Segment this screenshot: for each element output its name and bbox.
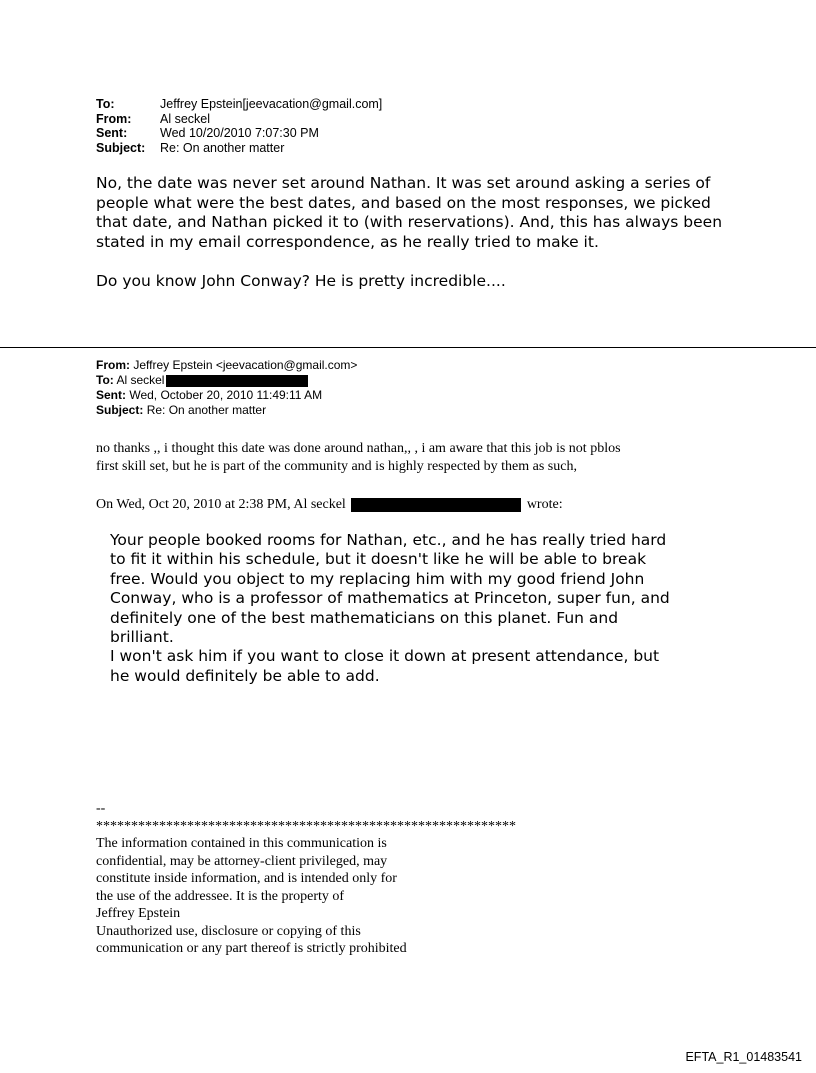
footer-line: the use of the addressee. It is the property of	[96, 888, 345, 904]
from-label: From:	[96, 111, 132, 126]
confidentiality-footer	[96, 800, 656, 958]
email1-paragraph: Do you know John Conway? He is pretty incredible....	[96, 271, 506, 290]
to-value: Jeffrey Epstein[jeevacation@gmail.com]	[160, 97, 383, 111]
sent-value: Wed 10/20/2010 7:07:30 PM	[160, 126, 319, 140]
footer-line: confidential, may be attorney-client privileged, may	[96, 853, 388, 869]
redaction-bar	[166, 375, 308, 387]
footer-dashes: --	[96, 801, 106, 816]
from-value: Al seckel	[160, 111, 211, 126]
email-divider	[0, 347, 816, 348]
redaction-bar	[351, 498, 521, 512]
footer-stars: ************************************************************	[96, 818, 516, 834]
to-label: To:	[96, 97, 115, 111]
body-line: no thanks ,, i thought this date was done around nathan,, , i am aware that this job is not pblos	[96, 441, 621, 456]
quoted-line: he would definitely be able to add.	[110, 666, 380, 685]
quoted-line: to fit it within his schedule, but it doesn't like he will be able to break	[110, 550, 647, 569]
quote-intro-text: On Wed, Oct 20, 2010 at 2:38 PM, Al seckel	[96, 497, 346, 512]
footer-line: constitute inside information, and is intended only for	[96, 871, 397, 886]
subject-label: Subject:	[96, 403, 144, 417]
quoted-line: Conway, who is a professor of mathematics at Princeton, super fun, and	[110, 589, 670, 608]
subject-label: Subject:	[96, 140, 146, 155]
quote-intro	[96, 496, 756, 514]
to-label: To:	[96, 373, 114, 387]
quoted-line: free. Would you object to my replacing him with my good friend John	[110, 569, 645, 588]
quoted-line: brilliant.	[110, 628, 174, 647]
email1-body	[96, 174, 736, 292]
email1-header	[96, 97, 382, 155]
footer-line: Unauthorized use, disclosure or copying of this	[96, 923, 361, 939]
quoted-message	[110, 531, 750, 686]
subject-value: Re: On another matter	[146, 403, 267, 417]
quoted-line: Your people booked rooms for Nathan, etc., and he has really tried hard	[110, 531, 667, 549]
sent-value: Wed, October 20, 2010 11:49:11 AM	[129, 388, 323, 402]
document-id: EFTA_R1_01483541	[685, 1050, 802, 1064]
from-value: Jeffrey Epstein <jeevacation@gmail.com>	[133, 358, 358, 372]
email2-header	[96, 358, 357, 418]
quoted-line: I won't ask him if you want to close it down at present attendance, but	[110, 647, 660, 666]
subject-value: Re: On another matter	[160, 140, 285, 155]
footer-line: Jeffrey Epstein	[96, 906, 181, 921]
sent-label: Sent:	[96, 126, 128, 140]
quoted-line: definitely one of the best mathematicians on this planet. Fun and	[110, 608, 619, 627]
footer-line: The information contained in this communication is	[96, 836, 387, 851]
body-line: first skill set, but he is part of the community and is highly respected by them as such,	[96, 459, 577, 474]
footer-line: communication or any part thereof is strictly prohibited	[96, 941, 407, 956]
quote-intro-end: wrote:	[526, 497, 563, 512]
to-value: Al seckel	[116, 373, 165, 387]
email1-paragraph: No, the date was never set around Nathan. It was set around asking a series of people what were the best dates, and based on the most responses, we picked that date, and Nathan picked it to (with reservations). And, this has always been stated in my email correspondence, as he really tried to make it.	[96, 174, 723, 251]
from-label: From:	[96, 358, 130, 372]
email2-body	[96, 440, 756, 476]
sent-label: Sent:	[96, 388, 126, 402]
